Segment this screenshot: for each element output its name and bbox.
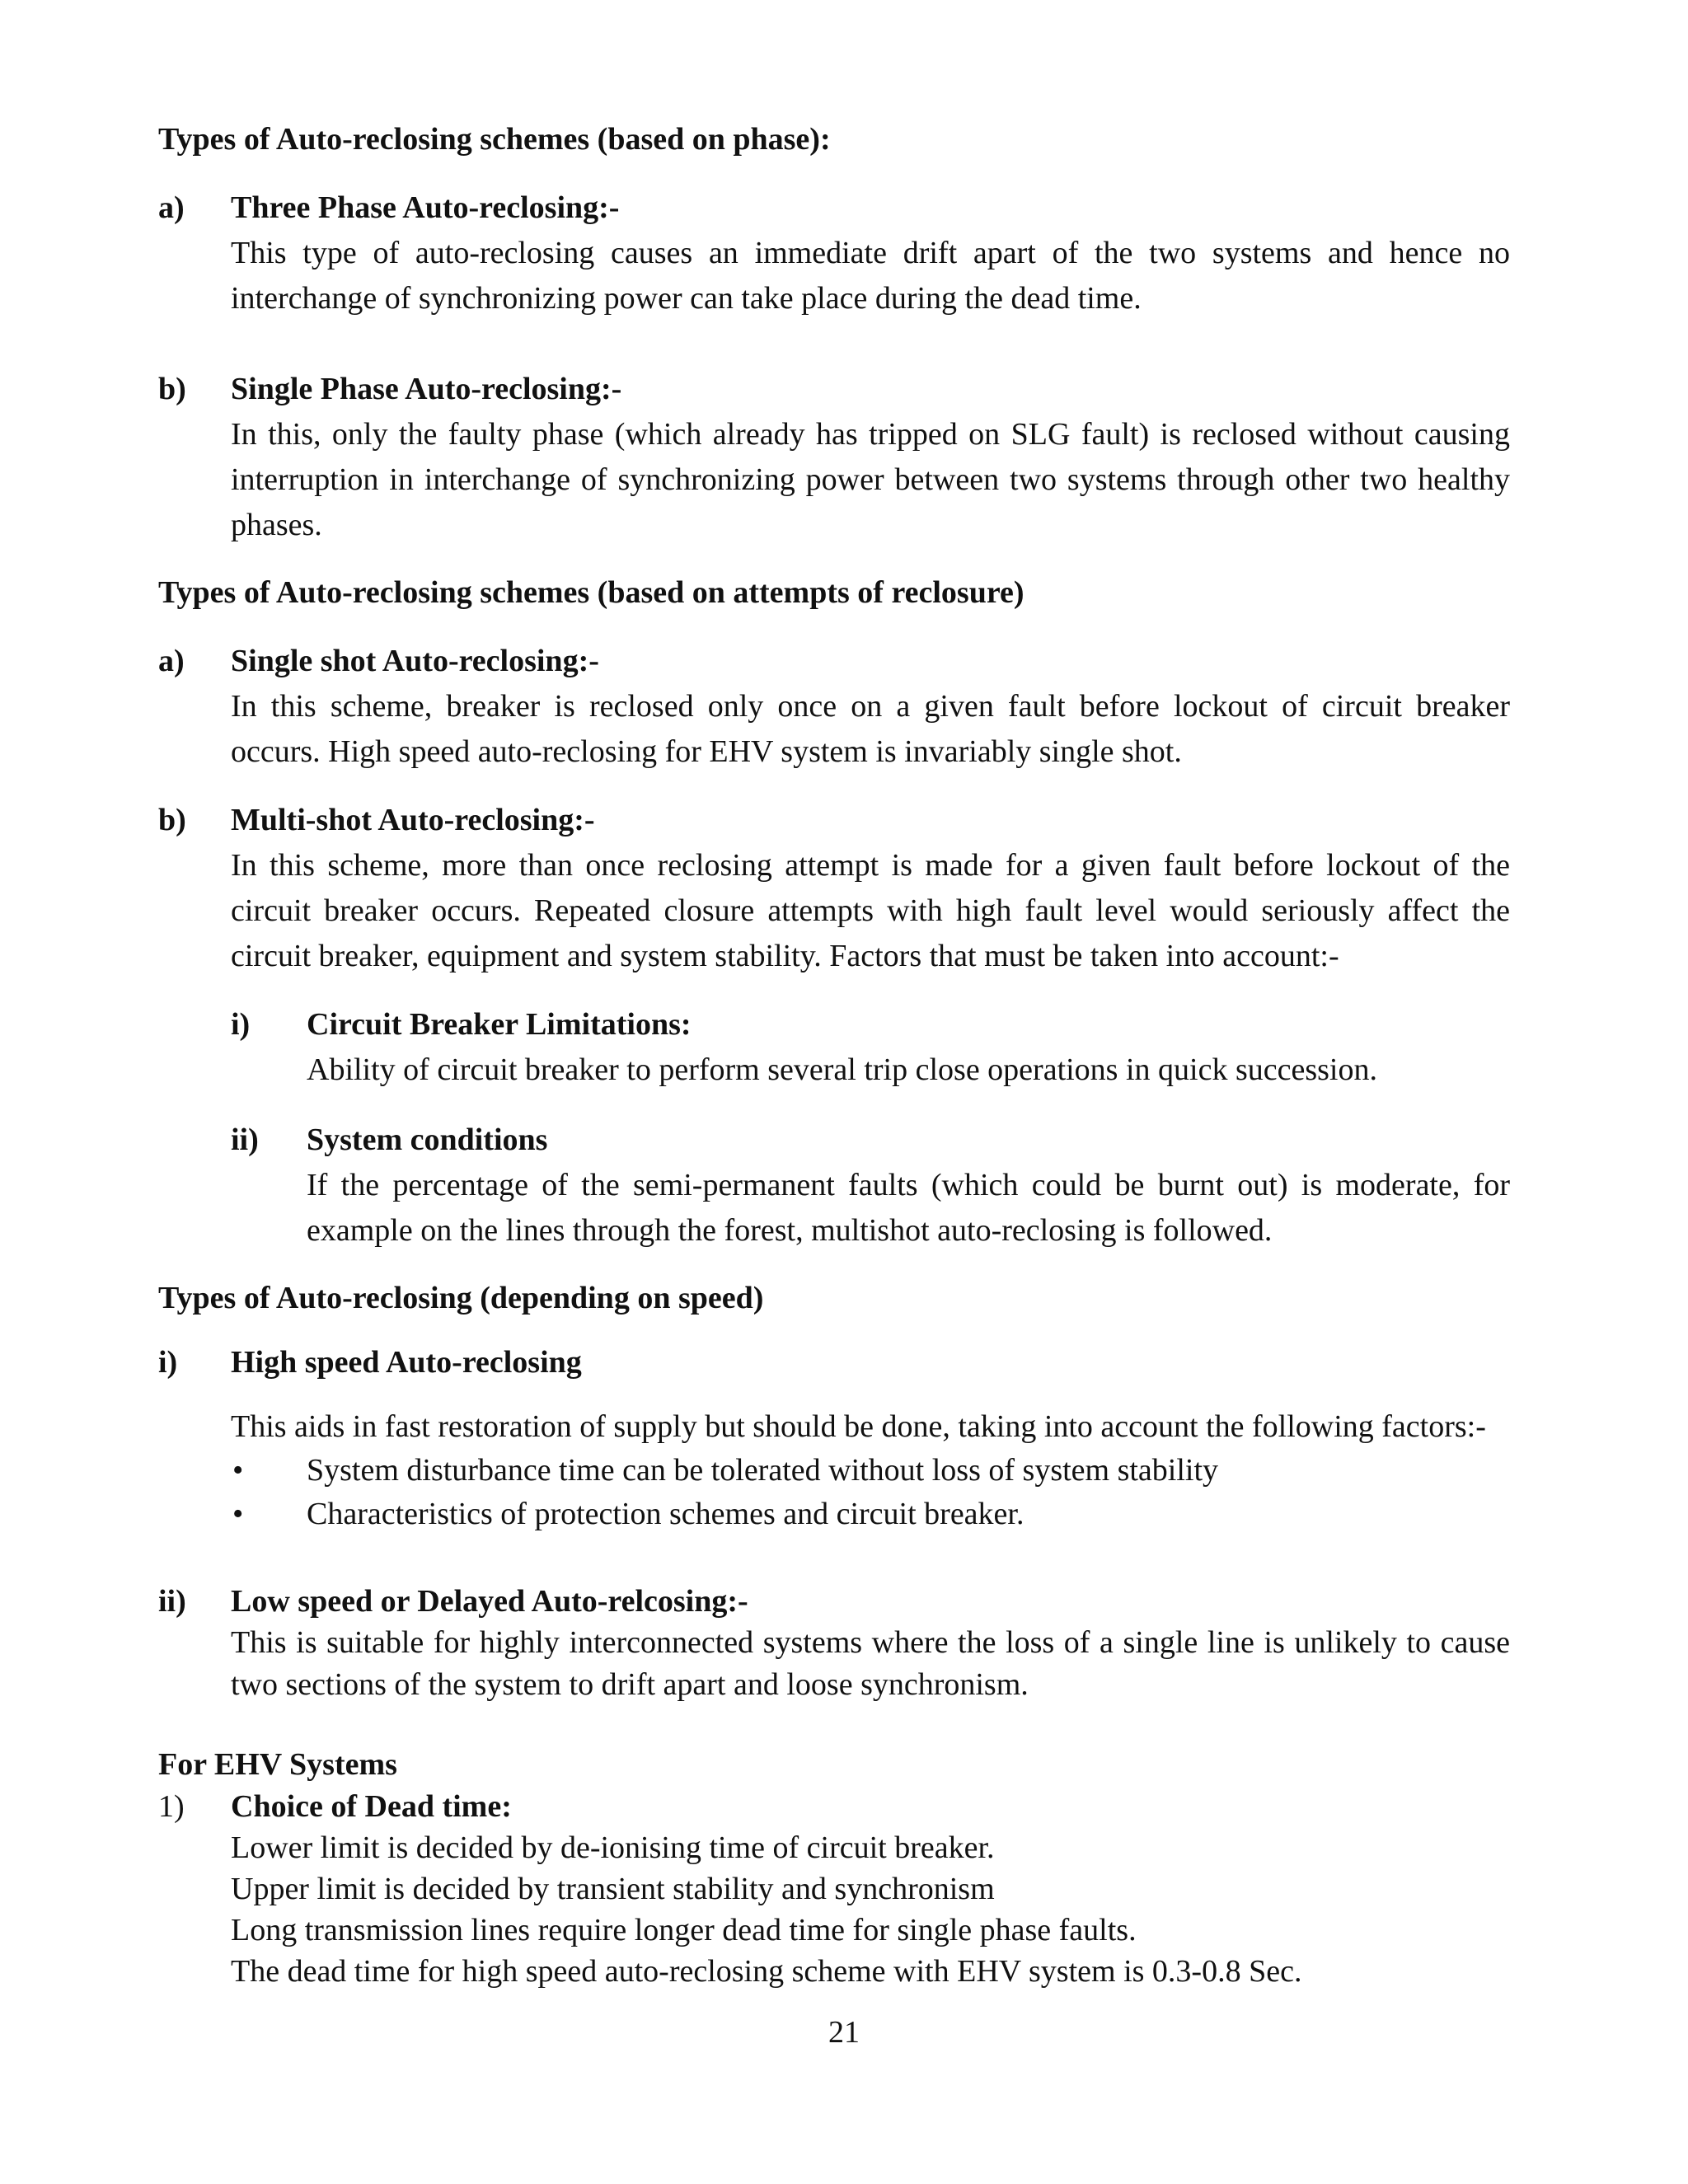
body-line: This aids in fast restoration of supply but should be done, taking into account the following factors:- [231, 1409, 1486, 1444]
item-marker: a) [158, 644, 185, 678]
item-title: High speed Auto-reclosing [231, 1345, 582, 1380]
subitem-title: Circuit Breaker Limitations: [307, 1007, 692, 1042]
item-marker: 1) [158, 1789, 185, 1824]
item-title: Choice of Dead time: [231, 1789, 512, 1824]
body-line: This is suitable for highly interconnected systems where the loss of a single line is unlikely to cause [231, 1625, 1510, 1660]
item-marker: b) [158, 803, 186, 837]
bullet-glyph: • [232, 1497, 244, 1531]
body-line: interruption in interchange of synchronizing power between two systems through other two healthy [231, 462, 1510, 497]
item-title: Single Phase Auto-reclosing:- [231, 372, 622, 406]
body-line: In this, only the faulty phase (which already has tripped on SLG fault) is reclosed without causing [231, 417, 1510, 452]
body-line: Upper limit is decided by transient stability and synchronism [231, 1872, 995, 1906]
body-line: In this scheme, breaker is reclosed only once on a given fault before lockout of circuit breaker [231, 689, 1510, 724]
item-marker: ii) [158, 1584, 186, 1619]
bullet-glyph: • [232, 1453, 244, 1488]
bullet-item: System disturbance time can be tolerated without loss of system stability [307, 1453, 1219, 1488]
body-line: example on the lines through the forest, multishot auto-reclosing is followed. [307, 1213, 1273, 1248]
bullet-item: Characteristics of protection schemes and circuit breaker. [307, 1497, 1025, 1531]
subitem-title: System conditions [307, 1122, 548, 1157]
body-line: circuit breaker, equipment and system stability. Factors that must be taken into account:- [231, 939, 1339, 973]
body-line: This type of auto-reclosing causes an immediate drift apart of the two systems and hence no [231, 236, 1510, 270]
body-line: In this scheme, more than once reclosing attempt is made for a given fault before lockout of the [231, 848, 1510, 883]
body-line: circuit breaker occurs. Repeated closure attempts with high fault level would seriously affect the [231, 893, 1510, 928]
body-line: The dead time for high speed auto-reclosing scheme with EHV system is 0.3-0.8 Sec. [231, 1954, 1302, 1989]
item-marker: a) [158, 190, 185, 225]
body-line: two sections of the system to drift apart and loose synchronism. [231, 1667, 1029, 1702]
section-heading-attempts: Types of Auto-reclosing schemes (based on attempts of reclosure) [158, 575, 1025, 610]
section-heading-speed: Types of Auto-reclosing (depending on speed) [158, 1281, 764, 1315]
body-line: Lower limit is decided by de-ionising time of circuit breaker. [231, 1830, 995, 1865]
item-title: Three Phase Auto-reclosing:- [231, 190, 620, 225]
page-number: 21 [828, 2015, 860, 2050]
item-title: Low speed or Delayed Auto-relcosing:- [231, 1584, 748, 1619]
section-heading-phase: Types of Auto-reclosing schemes (based on phase): [158, 122, 831, 157]
item-title: Single shot Auto-reclosing:- [231, 644, 599, 678]
body-line: interchange of synchronizing power can take place during the dead time. [231, 281, 1142, 316]
section-heading-ehv: For EHV Systems [158, 1747, 397, 1782]
body-line: phases. [231, 508, 322, 542]
item-title: Multi-shot Auto-reclosing:- [231, 803, 595, 837]
body-line: Long transmission lines require longer dead time for single phase faults. [231, 1913, 1137, 1947]
item-marker: i) [158, 1345, 178, 1380]
subitem-marker: i) [231, 1007, 251, 1042]
subitem-marker: ii) [231, 1122, 259, 1157]
item-marker: b) [158, 372, 186, 406]
body-line: Ability of circuit breaker to perform several trip close operations in quick succession. [307, 1052, 1377, 1087]
body-line: occurs. High speed auto-reclosing for EHV system is invariably single shot. [231, 734, 1182, 769]
body-line: If the percentage of the semi-permanent faults (which could be burnt out) is moderate, for [307, 1168, 1510, 1202]
